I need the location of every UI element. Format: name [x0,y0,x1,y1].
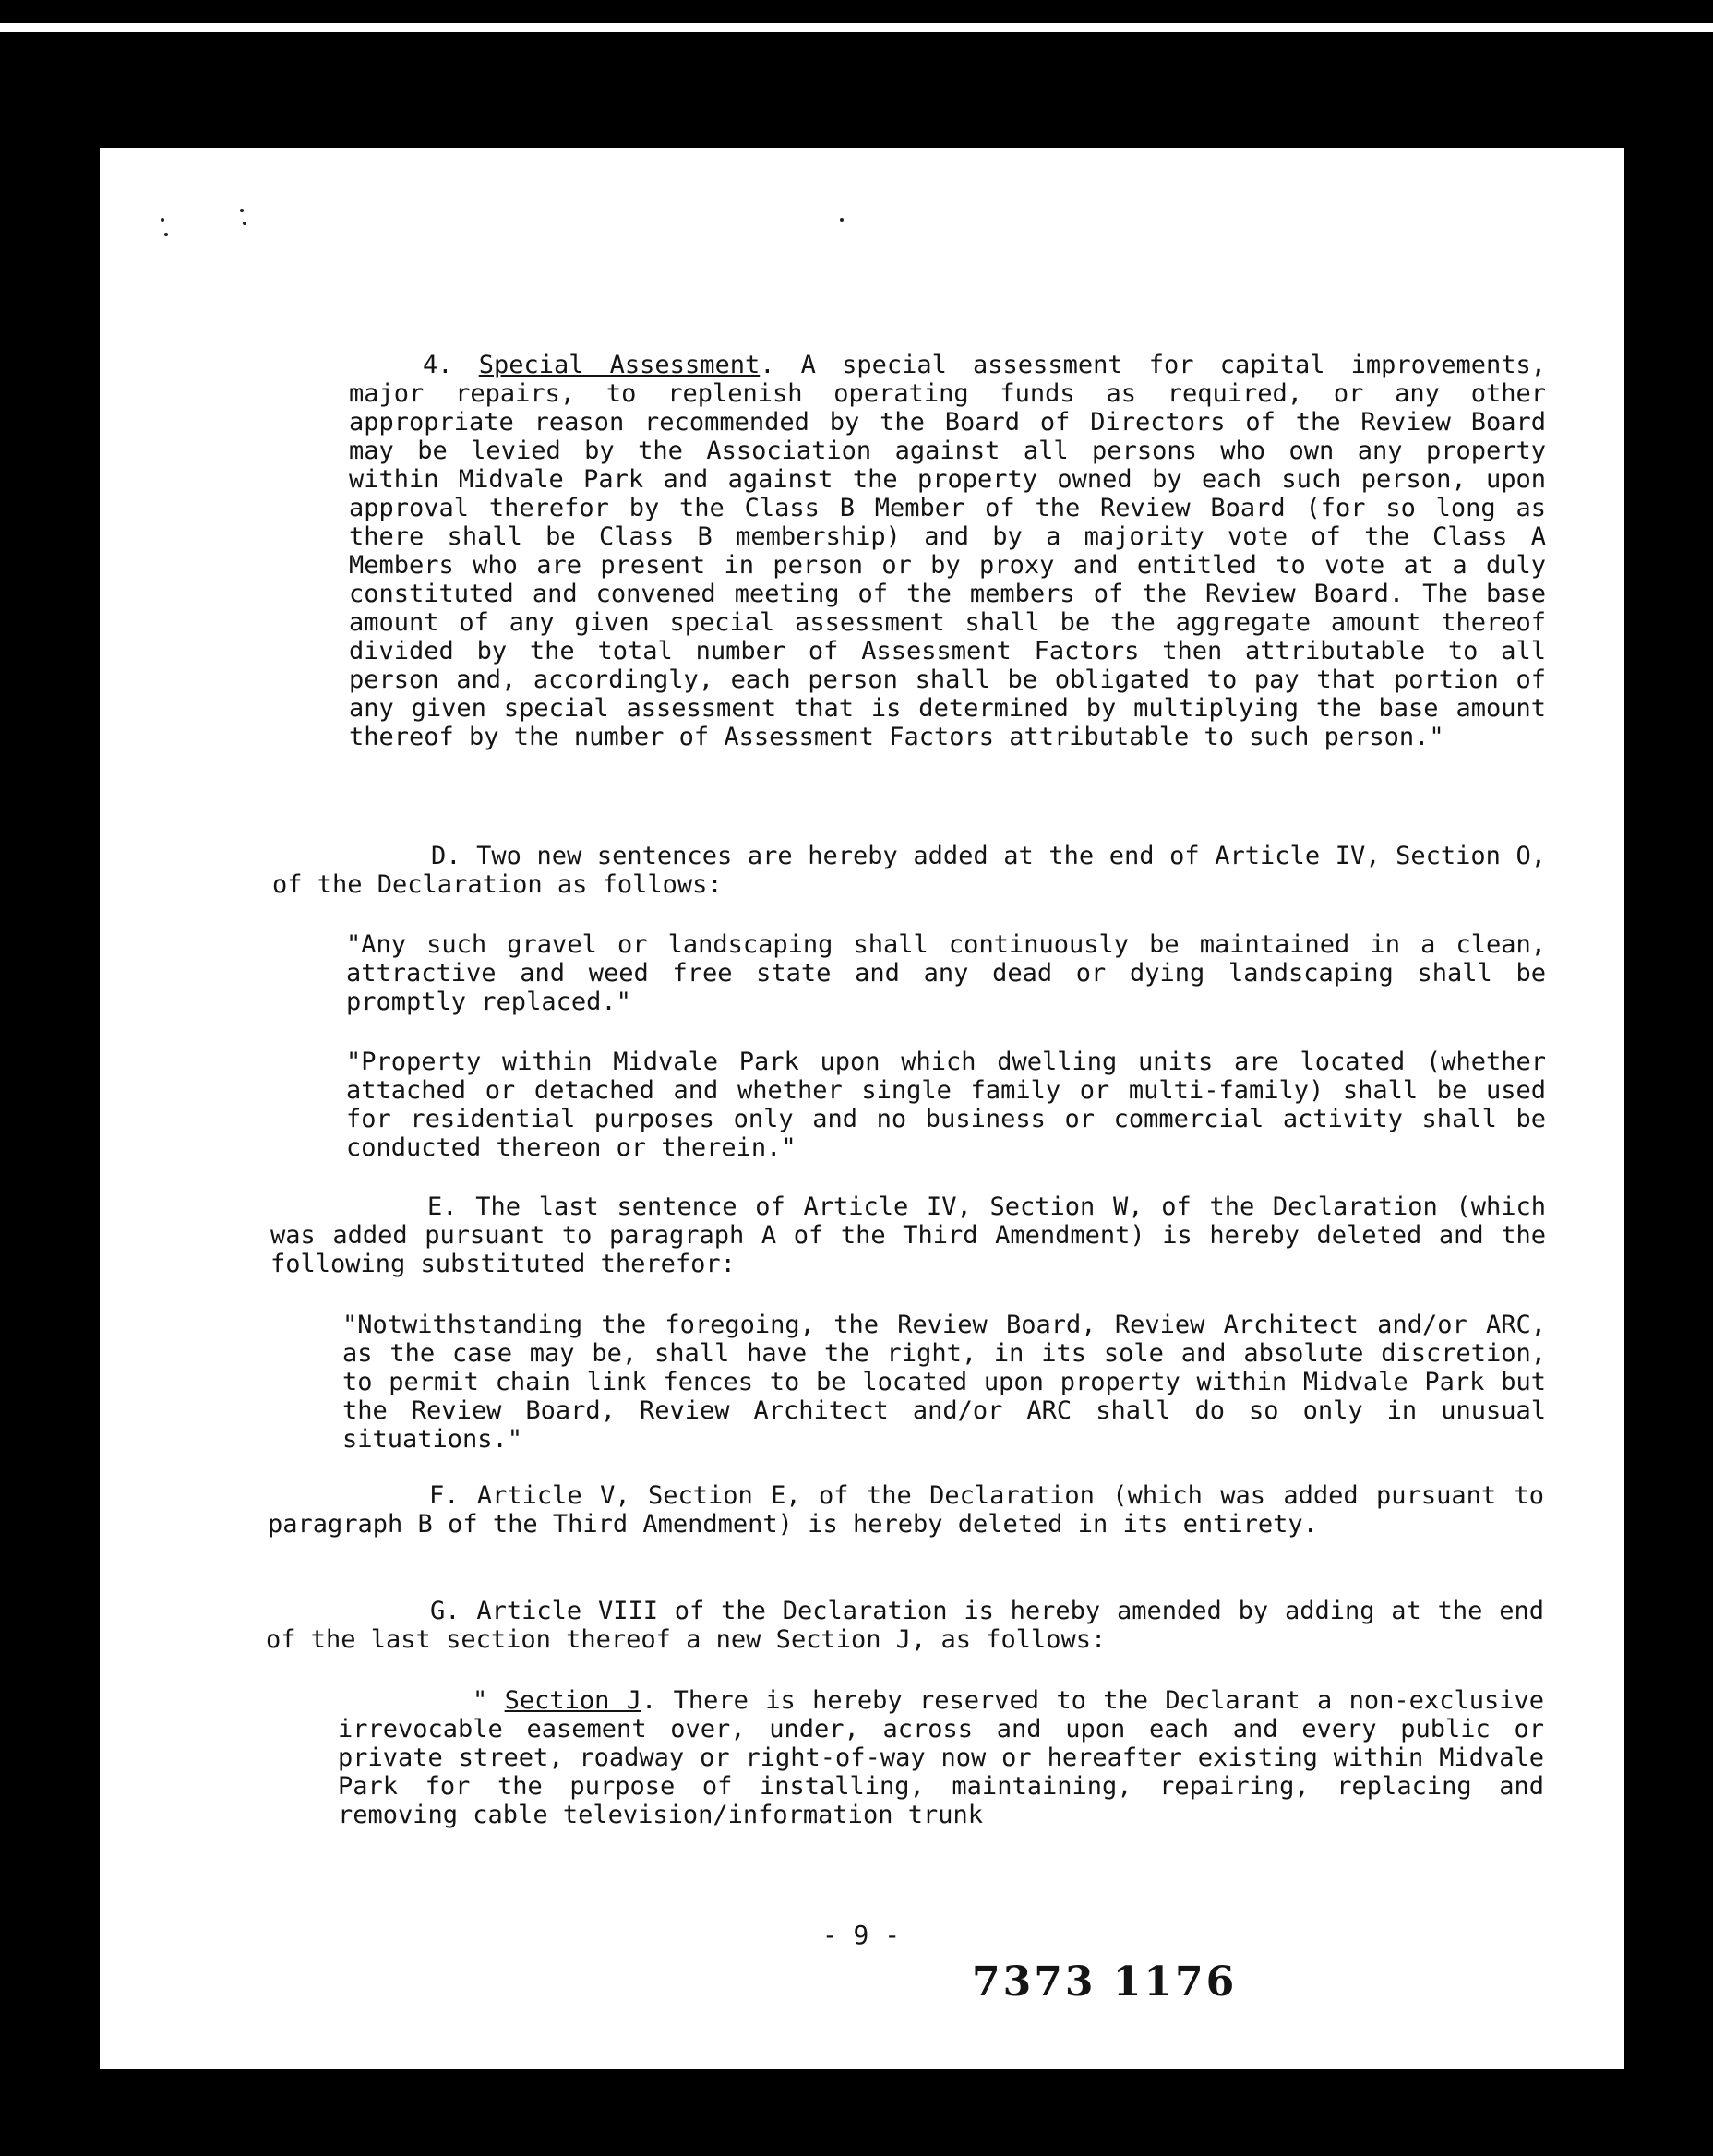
section-body: . A special assessment for capital improvements, major repairs, to replenish operating funds as required, or any other appropriate reason recommended by the Board of Directors of the Review Board may be levied by the Association against all persons who own any property within Midvale Park and against the property owned by each such person, upon approval therefor by the Class B Member of the Review Board (for so long as there shall be Class B membership) and by a majority vote of the Class A Members who are present in person or by proxy and entitled to vote at a duly constituted and convened meeting of the members of the Review Board. The base amount of any given special assessment shall be the aggregate amount thereof divided by the total number of Assessment Factors then attributable to all person and, accordingly, each person shall be obligated to pay that portion of any given special assessment that is determined by multiplying the base amount thereof by the number of Assessment Factors attributable to such person." [349,351,1546,751]
scan-speck [840,218,844,222]
scan-border-top [0,0,1713,23]
paragraph-f: F. Article V, Section E, of the Declaration (which was added pursuant to paragraph B of the Third Amendment) is hereby deleted in its entirety. [268,1481,1544,1539]
section-number: 4. [423,351,453,379]
scan-speck [240,209,244,212]
section-heading: Special Assessment [478,351,761,379]
scan-speck [164,233,168,236]
quote-e: "Notwithstanding the foregoing, the Review Board, Review Architect and/or ARC, as the case may be, shall have the right, in its sole and absolute discretion, to permit chain link fences to be located upon property within Midvale Park but the Review Board, Review Architect and/or ARC shall do so only in unusual situations." [342,1311,1546,1454]
page-number: - 9 - [821,1920,901,1950]
quote-d-1: "Any such gravel or landscaping shall continuously be maintained in a clean, attractive and weed free state and any dead or dying landscaping shall be promptly replaced." [346,930,1546,1016]
paragraph-special-assessment [349,351,1546,751]
quote-d-2: "Property within Midvale Park upon which dwelling units are located (whether attached or detached and whether single family or multi-family) shall be used for residential purposes only and no business or commercial activity shall be conducted thereon or therein." [346,1048,1546,1162]
paragraph-g: G. Article VIII of the Declaration is hereby amended by adding at the end of the last section thereof a new Section J, as follows: [266,1597,1544,1654]
scan-speck [161,218,164,222]
scan-speck [243,222,246,225]
document-page [100,148,1624,2069]
paragraph-e: E. The last sentence of Article IV, Section W, of the Declaration (which was added pursuant to paragraph A of the Third Amendment) is hereby deleted and the following substituted therefor: [270,1192,1546,1278]
quote-g [338,1686,1544,1829]
recording-number: 7373 1176 [972,1958,1238,2006]
paragraph-d: D. Two new sentences are hereby added at the end of Article IV, Section O, of the Declaration as follows: [272,842,1546,899]
quote-open-mark: " [473,1686,488,1715]
scan-border-line [0,23,1713,32]
section-j-heading: Section J [504,1686,642,1715]
section-j-body: . There is hereby reserved to the Declarant a non-exclusive irrevocable easement over, under, across and upon each and every public or private street, roadway or right-of-way now or hereafter existing within Midvale Park for the purpose of installing, maintaining, repairing, replacing and removing cable television/information trunk [338,1686,1544,1829]
